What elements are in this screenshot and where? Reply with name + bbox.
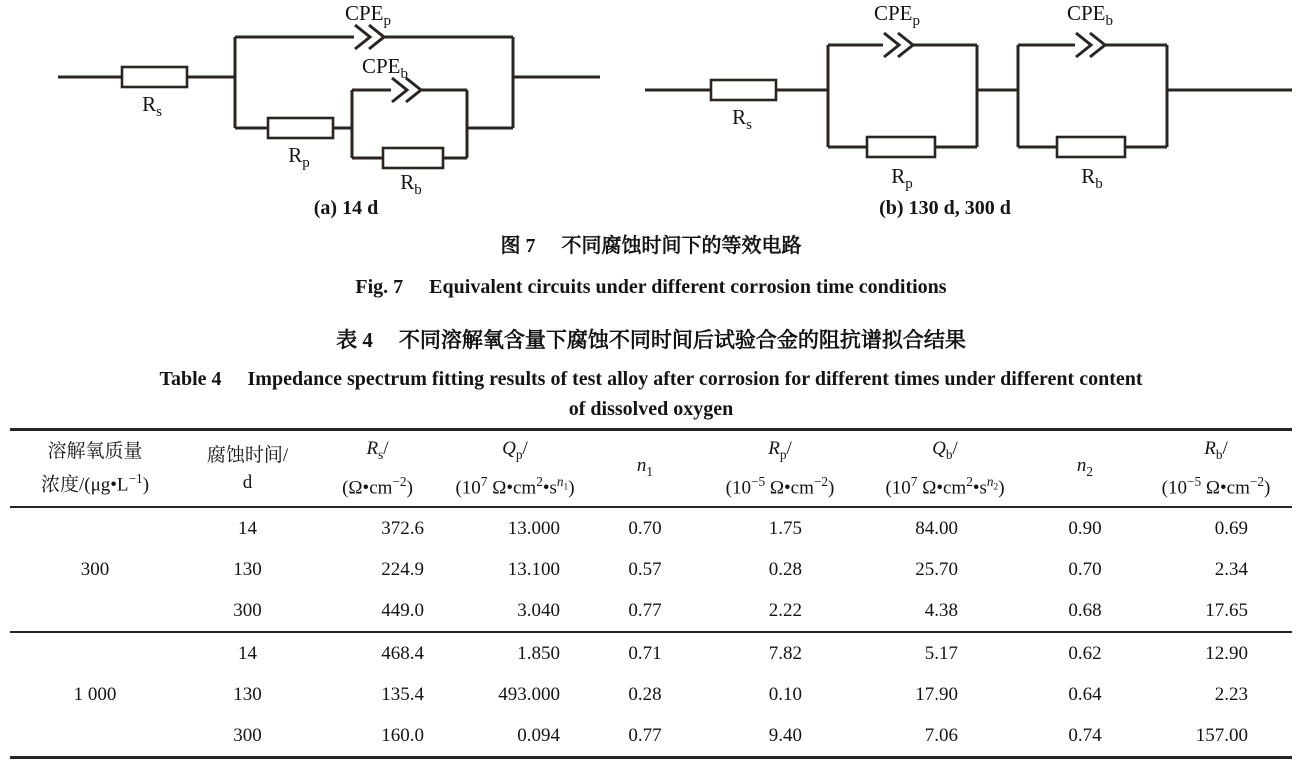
col-header-qb: $Q_b/$ ($10^7$ $\Omega•cm^2•s^{n_2}$) [885,438,1005,499]
cell-rb: 12.90 [1205,642,1248,664]
table-row [10,507,1292,549]
circuit-b-caption: (b) 130 d, 300 d [879,197,1011,219]
group-300 [10,507,1292,632]
cell-n2: 0.90 [1068,517,1102,539]
figure-title-zh: 不同腐蚀时间下的等效电路 [561,235,802,257]
table-caption-en-line1: Table 4 Impedance spectrum fitting results of test alloy after corrosion for different times under different content [159,368,1143,390]
col-header-concentration: 溶解氧质量 浓度$/(\mu g•L^{-1})$ [40,441,150,496]
cell-qp: 493.000 [498,683,560,705]
cpe-p-label-b: $CPE_p$ [873,1,921,29]
cell-rp: 1.75 [768,517,802,539]
table-row [10,632,1292,674]
table-row [10,590,1292,632]
figure-caption-zh [0,233,1302,260]
table-caption-zh [0,326,1302,354]
cell-qb: 5.17 [924,642,958,664]
cpe-p-icon-b [884,33,913,57]
cell-time: 130 [233,558,262,580]
rp-label-b: $R_p$ [891,164,913,192]
cell-n1: 0.77 [628,724,662,746]
cell-n1: 0.71 [628,642,662,664]
cell-time: 14 [238,642,257,664]
cpe-b-label-a: $CPE_b$ [361,54,409,82]
group-1000 [10,632,1292,758]
cell-qb: 7.06 [924,724,958,746]
cell-qp: 13.100 [507,558,560,580]
rb-label-a: $R_b$ [400,170,422,198]
rs-label-a: $R_s$ [142,92,162,120]
cell-rp: 0.28 [768,558,802,580]
cell-qp: 3.040 [517,599,560,621]
cpe-b-icon-b [1076,33,1105,57]
figure-caption-en [0,274,1302,300]
cell-rs: 135.4 [381,683,424,705]
cell-qb: 4.38 [924,599,958,621]
cell-rs: 449.0 [381,599,424,621]
cell-n1: 0.77 [628,599,662,621]
rs-label-b: $R_s$ [732,105,752,133]
cell-n2: 0.68 [1068,599,1102,621]
cell-rb: 157.00 [1195,724,1248,746]
cell-time: 300 [233,724,262,746]
cell-rb: 17.65 [1205,599,1248,621]
cell-qb: 84.00 [915,517,958,539]
table-caption-en [0,364,1302,424]
cell-rb: 2.23 [1214,683,1248,705]
cell-time: 14 [238,517,257,539]
col-header-rb: $R_b/$ ($10^{-5}$ $\Omega•cm^{-2}$) [1161,438,1271,499]
cell-rp: 0.10 [768,683,802,705]
cell-time: 130 [233,683,262,705]
cell-n2: 0.62 [1068,642,1102,664]
cell-n1: 0.28 [628,683,662,705]
circuit-a-caption: (a) 14 d [313,197,379,219]
col-header-qp: $Q_p/$ ($10^7$ $\Omega•cm^2•s^{n_1}$) [455,438,575,499]
col-header-n2: $n_2$ [1076,455,1094,479]
cell-rp: 7.82 [768,642,802,664]
cell-qb: 17.90 [915,683,958,705]
cell-qp: 13.000 [507,517,560,539]
header-row [10,430,1292,508]
cell-qb: 25.70 [915,558,958,580]
cell-rp: 9.40 [768,724,802,746]
cell-n1: 0.70 [628,517,662,539]
resistor-rs-b [711,80,776,100]
cell-rs: 160.0 [381,724,424,746]
cell-rs: 468.4 [381,642,424,664]
cell-n2: 0.74 [1068,724,1102,746]
cell-concentration: 1 000 [73,683,117,705]
figure-number-zh: 图 7 [500,235,536,257]
resistor-rs-a [122,67,187,87]
table-row [10,674,1292,715]
resistor-rp-a [268,118,333,138]
cell-rs: 372.6 [381,517,424,539]
circuit-a-wires [58,37,600,158]
cpe-b-label-b: $CPE_b$ [1066,1,1114,29]
table-row [10,715,1292,758]
cell-n2: 0.70 [1068,558,1102,580]
table-row [10,549,1292,590]
cell-n1: 0.57 [628,558,662,580]
col-header-n1: $n_1$ [636,455,654,479]
resistor-rb-a [383,148,443,168]
circuit-a-diagram [0,0,620,220]
col-header-rs: $R_s/$ $(\Omega•cm^{-2})$ [342,438,413,499]
impedance-results-table [10,428,1292,759]
col-header-time: 腐蚀时间/ d [206,444,289,493]
circuit-b-diagram [640,0,1302,220]
rb-label-b: $R_b$ [1081,164,1103,192]
cell-n2: 0.64 [1068,683,1102,705]
cell-qp: 1.850 [517,642,560,664]
cell-concentration: 300 [80,558,110,580]
cell-rs: 224.9 [381,558,424,580]
table-title-zh: 不同溶解氧含量下腐蚀不同时间后试验合金的阻抗谱拟合结果 [398,328,966,352]
resistor-rb-b [1057,137,1125,157]
cell-time: 300 [233,599,262,621]
cell-rb: 0.69 [1214,517,1248,539]
cell-qp: 0.094 [517,724,560,746]
rp-label-a: $R_p$ [288,143,310,171]
resistor-rp-b [867,137,935,157]
cpe-p-icon-a [355,25,384,49]
cell-rp: 2.22 [768,599,802,621]
table-number-zh: 表 4 [336,328,373,352]
col-header-rp: $R_p/$ ($10^{-5}$ $\Omega•cm^{-2}$) [725,438,835,499]
figure-title-en: Equivalent circuits under different corrosion time conditions [429,276,947,298]
figure-equivalent-circuits [0,0,1302,220]
figure-number-en: Fig. 7 [355,276,404,298]
table-caption-en-line2: of dissolved oxygen [568,398,734,420]
table-number-en: Table 4 [159,368,222,390]
cpe-p-label-a: $CPE_p$ [344,1,392,29]
cell-rb: 2.34 [1214,558,1248,580]
